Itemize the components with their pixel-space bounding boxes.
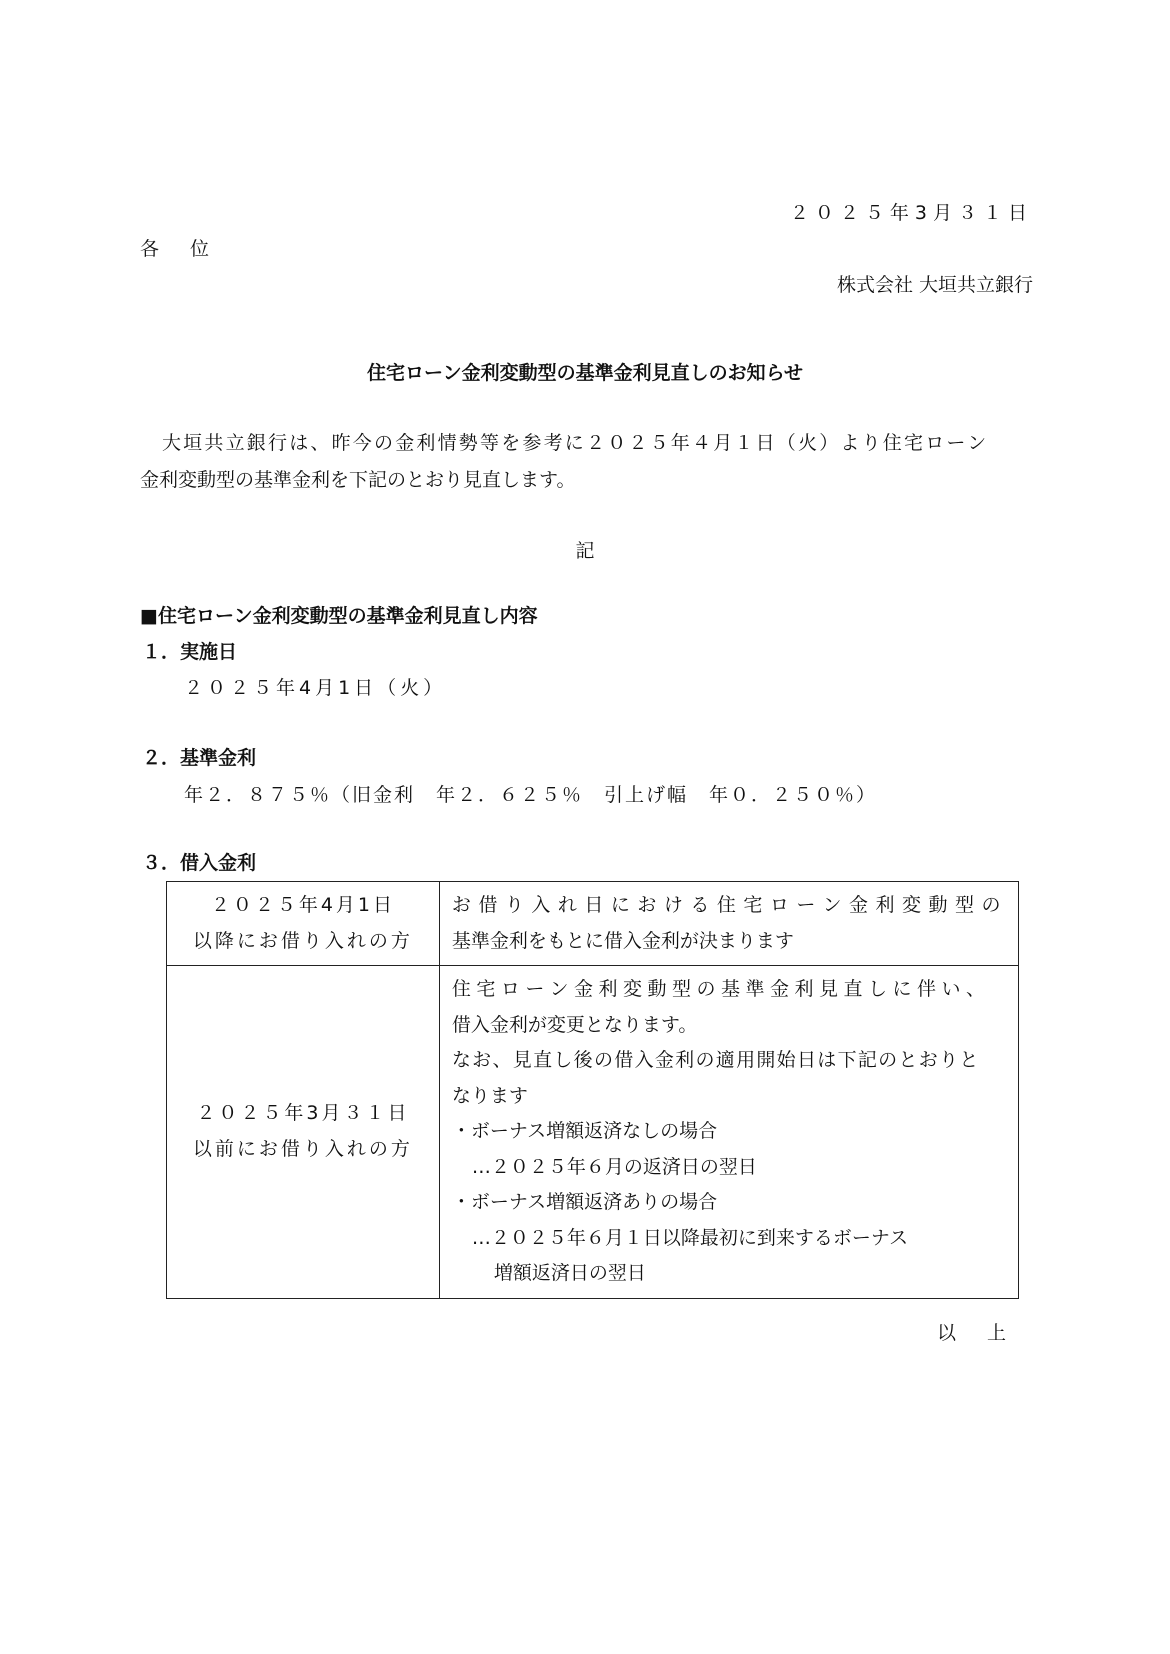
closing-mark: 以 上: [936, 1322, 1012, 1344]
item-heading-borrowing-rate: ３．借入金利: [142, 852, 257, 874]
addressee: 各 位: [140, 238, 216, 260]
item-heading-base-rate: ２．基準金利: [142, 747, 257, 769]
base-rate-detail: 年２．８７５％（旧金利 年２．６２５％ 引上げ幅 年０．２５０％）: [184, 784, 878, 806]
document-date: ２０２５年3月３１日: [789, 202, 1033, 224]
item-heading-implementation-date: １．実施日: [142, 641, 238, 663]
borrowing-rate-table: [166, 881, 1019, 1299]
section-heading: ■住宅ローン金利変動型の基準金利見直し内容: [140, 605, 538, 627]
intro-line-2: 金利変動型の基準金利を下記のとおり見直します。: [140, 469, 576, 491]
implementation-date: ２０２５年4月1日（火）: [184, 677, 447, 699]
table-row-label: ２０２５年4月1日 以降にお借り入れの方: [167, 882, 440, 966]
ki-mark: 記: [575, 540, 595, 562]
table-row: [167, 882, 1019, 966]
table-row-label: ２０２５年3月３１日 以前にお借り入れの方: [167, 966, 440, 1299]
table-row-content: お借り入れ日における住宅ローン金利変動型の 基準金利をもとに借入金利が決まります: [439, 882, 1018, 966]
document-title: 住宅ローン金利変動型の基準金利見直しのお知らせ: [366, 362, 804, 384]
intro-line-1: 大垣共立銀行は、昨今の金利情勢等を参考に２０２５年４月１日（火）より住宅ローン: [162, 432, 989, 454]
table-row: [167, 966, 1019, 1299]
table-row-content: 住宅ローン金利変動型の基準金利見直しに伴い、 借入金利が変更となります。 なお、見直し後の借入金利の適用開始日は下記のとおりと なります ・ボーナス増額返済なしの場合 …２０２５年６月の返済日の翌日 ・ボーナス増額返済ありの場合 …２０２５年６月１日以降最初に到来するボーナス 増額返済日の翌日: [439, 966, 1018, 1299]
issuer-name: 株式会社 大垣共立銀行: [836, 274, 1033, 296]
